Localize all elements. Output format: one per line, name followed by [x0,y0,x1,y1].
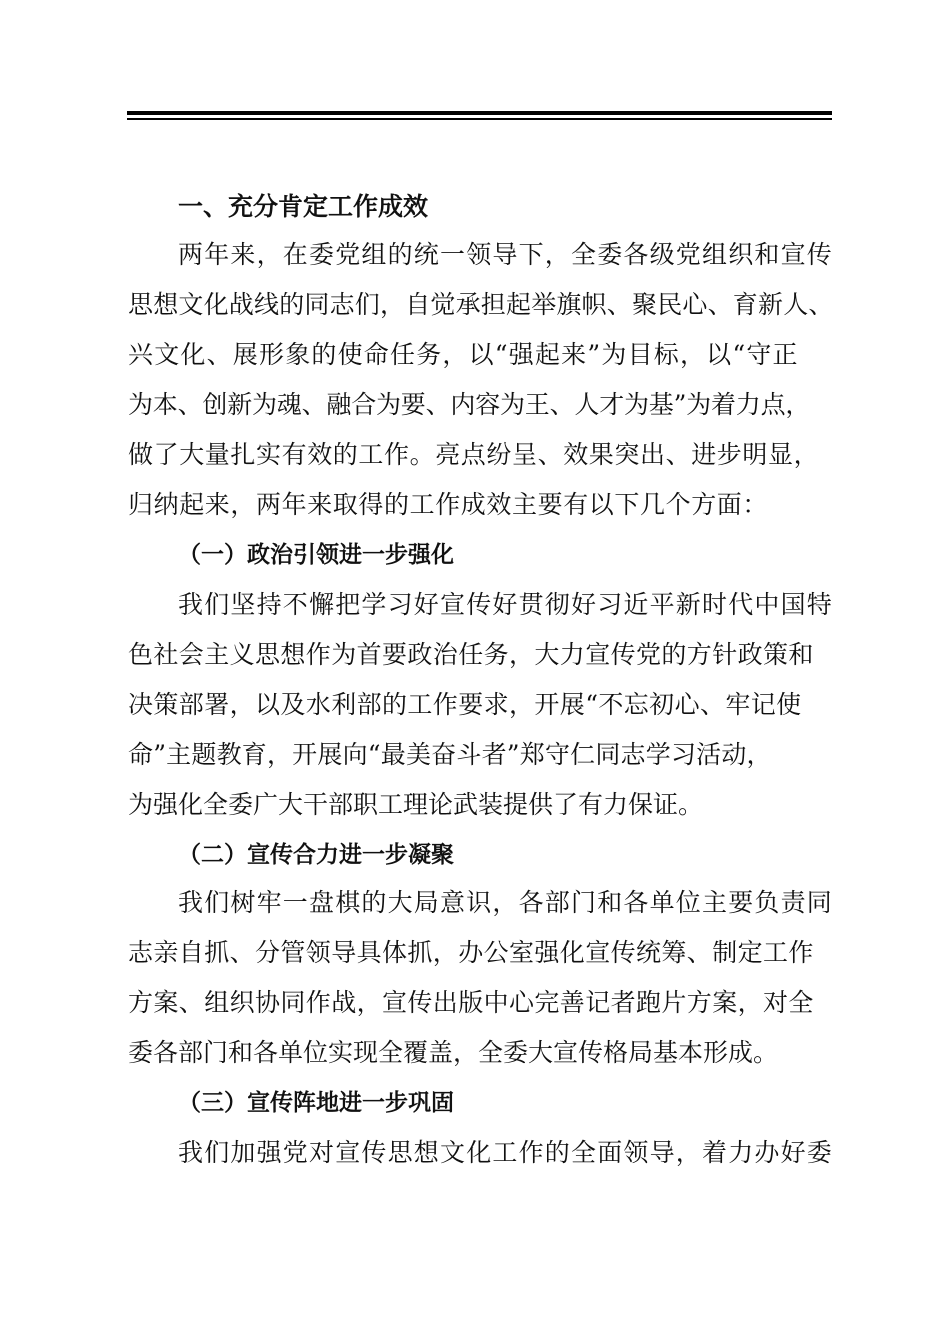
subsection-heading-3: （三）宣传阵地进一步巩固 [178,1090,454,1116]
subsection-2-line-2: 志亲自抓、分管领导具体抓，办公室强化宣传统筹、制定工作 [128,938,814,967]
section-heading: 一、充分肯定工作成效 [178,192,429,221]
subsection-2-line-3: 方案、组织协同作战，宣传出版中心完善记者跑片方案，对全 [128,988,814,1017]
subsection-3-line-1: 我们加强党对宣传思想文化工作的全面领导，着力办好委 [178,1138,834,1167]
subsection-1-line-1: 我们坚持不懈把学习好宣传好贯彻好习近平新时代中国特 [178,590,834,619]
intro-line-6: 归纳起来，两年来取得的工作成效主要有以下几个方面： [128,490,769,519]
header-rule-thick [127,111,832,115]
intro-line-4: 为本、创新为魂、融合为要、内容为王、人才为基”为着力点， [128,390,811,419]
subsection-2-line-1: 我们树牢一盘棋的大局意识，各部门和各单位主要负责同 [178,888,834,917]
subsection-heading-2: （二）宣传合力进一步凝聚 [178,842,454,868]
subsection-2-line-4: 委各部门和各单位实现全覆盖，全委大宣传格局基本形成。 [128,1038,779,1067]
header-rule-thin [127,118,832,120]
subsection-1-line-5: 为强化全委广大干部职工理论武装提供了有力保证。 [128,790,704,819]
intro-line-5: 做了大量扎实有效的工作。亮点纷呈、效果突出、进步明显， [128,440,820,469]
subsection-1-line-2: 色社会主义思想作为首要政治任务，大力宣传党的方针政策和 [128,640,814,669]
subsection-1-line-4: 命”主题教育，开展向“最美奋斗者”郑守仁同志学习活动， [128,740,772,769]
subsection-heading-1: （一）政治引领进一步强化 [178,542,454,568]
intro-line-2: 思想文化战线的同志们，自觉承担起举旗帜、聚民心、育新人、 [128,290,834,319]
intro-line-3: 兴文化、展形象的使命任务，以“强起来”为目标，以“守正 [128,340,799,369]
intro-line-1: 两年来，在委党组的统一领导下，全委各级党组织和宣传 [178,240,834,269]
subsection-1-line-3: 决策部署，以及水利部的工作要求，开展“不忘初心、牢记使 [128,690,802,719]
